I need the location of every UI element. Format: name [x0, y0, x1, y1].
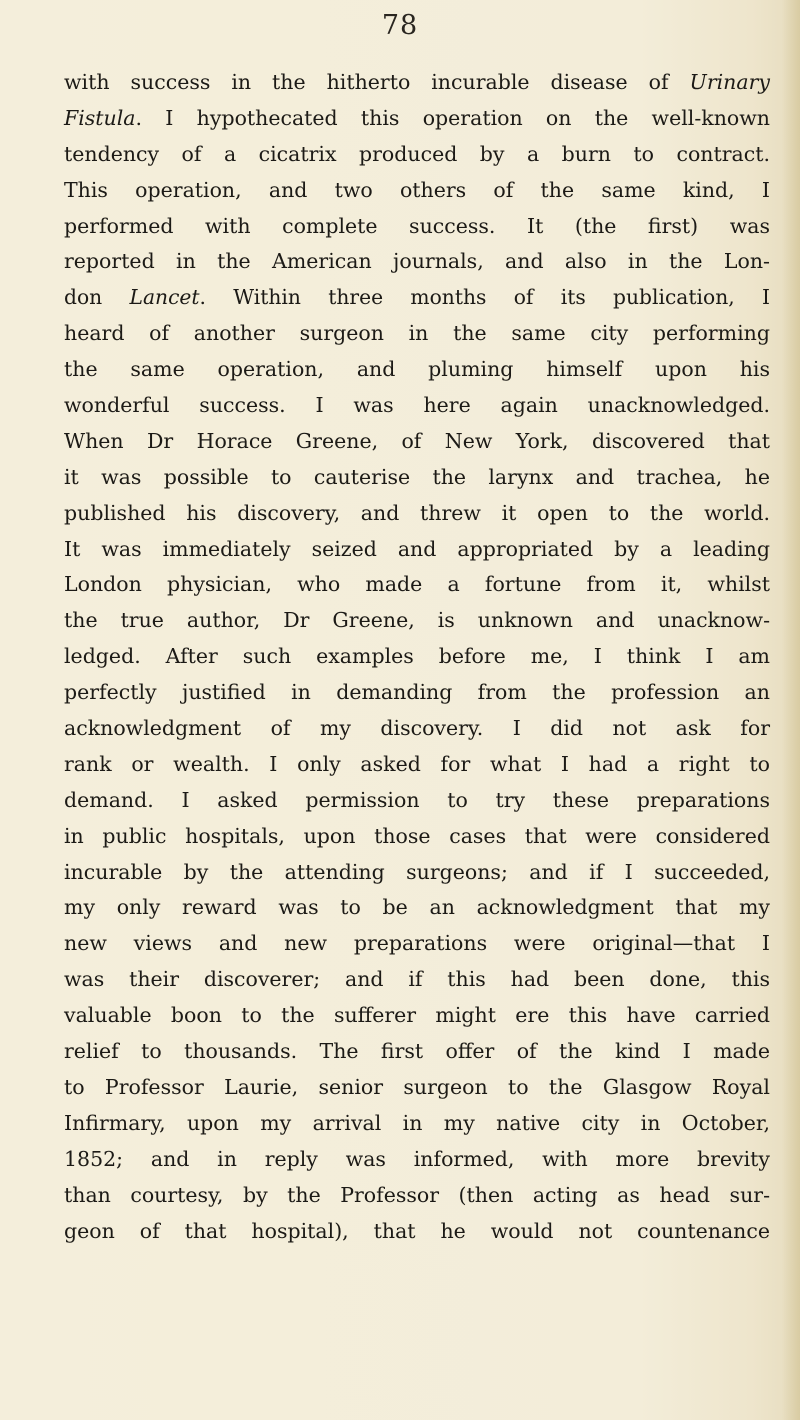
line-text: demand. I asked permission to try these preparations: [64, 787, 770, 812]
line-text: reported in the American journals, and also in the Lon-: [64, 249, 770, 274]
line-text: It was immediately seized and appropriated by a leading: [64, 536, 770, 561]
line-text: Infirmary, upon my arrival in my native city in October,: [64, 1110, 770, 1135]
line-text: geon of that hospital), that he would not countenance: [64, 1218, 770, 1243]
line-text: tendency of a cicatrix produced by a burn to contract.: [64, 141, 770, 166]
line-text: Fistula. I hypothecated this operation on the well-known: [64, 105, 770, 130]
text-line: [64, 1178, 770, 1214]
page-edge-shadow: [782, 0, 800, 1420]
text-line: [64, 137, 770, 173]
text-line: [64, 783, 770, 819]
text-line: [64, 603, 770, 639]
text-line: [64, 962, 770, 998]
text-line: [64, 1034, 770, 1070]
line-text: published his discovery, and threw it open to the world.: [64, 500, 770, 525]
text-line: [64, 711, 770, 747]
line-text: don Lancet. Within three months of its publication, I: [64, 285, 770, 310]
text-line: [64, 890, 770, 926]
text-line: [64, 855, 770, 891]
line-text: wonderful success. I was here again unacknowledged.: [64, 393, 770, 418]
text-line: [64, 567, 770, 603]
line-text: my only reward was to be an acknowledgment that my: [64, 895, 770, 920]
page-number: 78: [381, 10, 419, 41]
text-line: [64, 639, 770, 675]
line-text: When Dr Horace Greene, of New York, discovered that: [64, 428, 770, 453]
text-line: [64, 352, 770, 388]
line-text: than courtesy, by the Professor (then acting as head sur-: [64, 1182, 770, 1207]
text-line: [64, 460, 770, 496]
line-text: heard of another surgeon in the same city performing: [64, 321, 770, 346]
text-line: [64, 926, 770, 962]
line-text: performed with complete success. It (the first) was: [64, 213, 770, 238]
text-line: [64, 747, 770, 783]
text-line: [64, 675, 770, 711]
text-line: [64, 532, 770, 568]
line-text: was their discoverer; and if this had been done, this: [64, 967, 770, 992]
line-text: acknowledgment of my discovery. I did not ask for: [64, 716, 770, 741]
body-text: [64, 65, 770, 1249]
text-line: [64, 1070, 770, 1106]
line-text: the same operation, and pluming himself upon his: [64, 357, 770, 382]
text-line: [64, 65, 770, 101]
line-text: new views and new preparations were original—that I: [64, 931, 770, 956]
text-line: [64, 388, 770, 424]
text-line: [64, 244, 770, 280]
line-text: it was possible to cauterise the larynx and trachea, he: [64, 464, 770, 489]
line-text: in public hospitals, upon those cases that were considered: [64, 823, 770, 848]
text-line: [64, 998, 770, 1034]
text-line: [64, 424, 770, 460]
line-text: valuable boon to the sufferer might ere this have carried: [64, 1003, 770, 1028]
line-text: London physician, who made a fortune from it, whilst: [64, 572, 770, 597]
text-line: [64, 1214, 770, 1250]
line-text: to Professor Laurie, senior surgeon to the Glasgow Royal: [64, 1074, 770, 1099]
line-text: This operation, and two others of the same kind, I: [64, 177, 770, 202]
text-line: [64, 1142, 770, 1178]
text-line: [64, 173, 770, 209]
text-line: [64, 1106, 770, 1142]
line-text: rank or wealth. I only asked for what I had a right to: [64, 751, 770, 776]
line-text: 1852; and in reply was informed, with more brevity: [64, 1146, 770, 1171]
line-text: incurable by the attending surgeons; and if I succeeded,: [64, 859, 770, 884]
text-line: [64, 280, 770, 316]
text-line: [64, 316, 770, 352]
text-line: [64, 819, 770, 855]
line-text: perfectly justified in demanding from the profession an: [64, 680, 770, 705]
line-text: with success in the hitherto incurable disease of Urinary: [64, 70, 770, 94]
text-line: [64, 496, 770, 532]
line-text: ledged. After such examples before me, I think I am: [64, 644, 770, 669]
text-line: [64, 209, 770, 245]
line-text: relief to thousands. The first offer of the kind I made: [64, 1039, 770, 1064]
line-text: the true author, Dr Greene, is unknown and unacknow-: [64, 608, 770, 633]
text-line: [64, 101, 770, 137]
